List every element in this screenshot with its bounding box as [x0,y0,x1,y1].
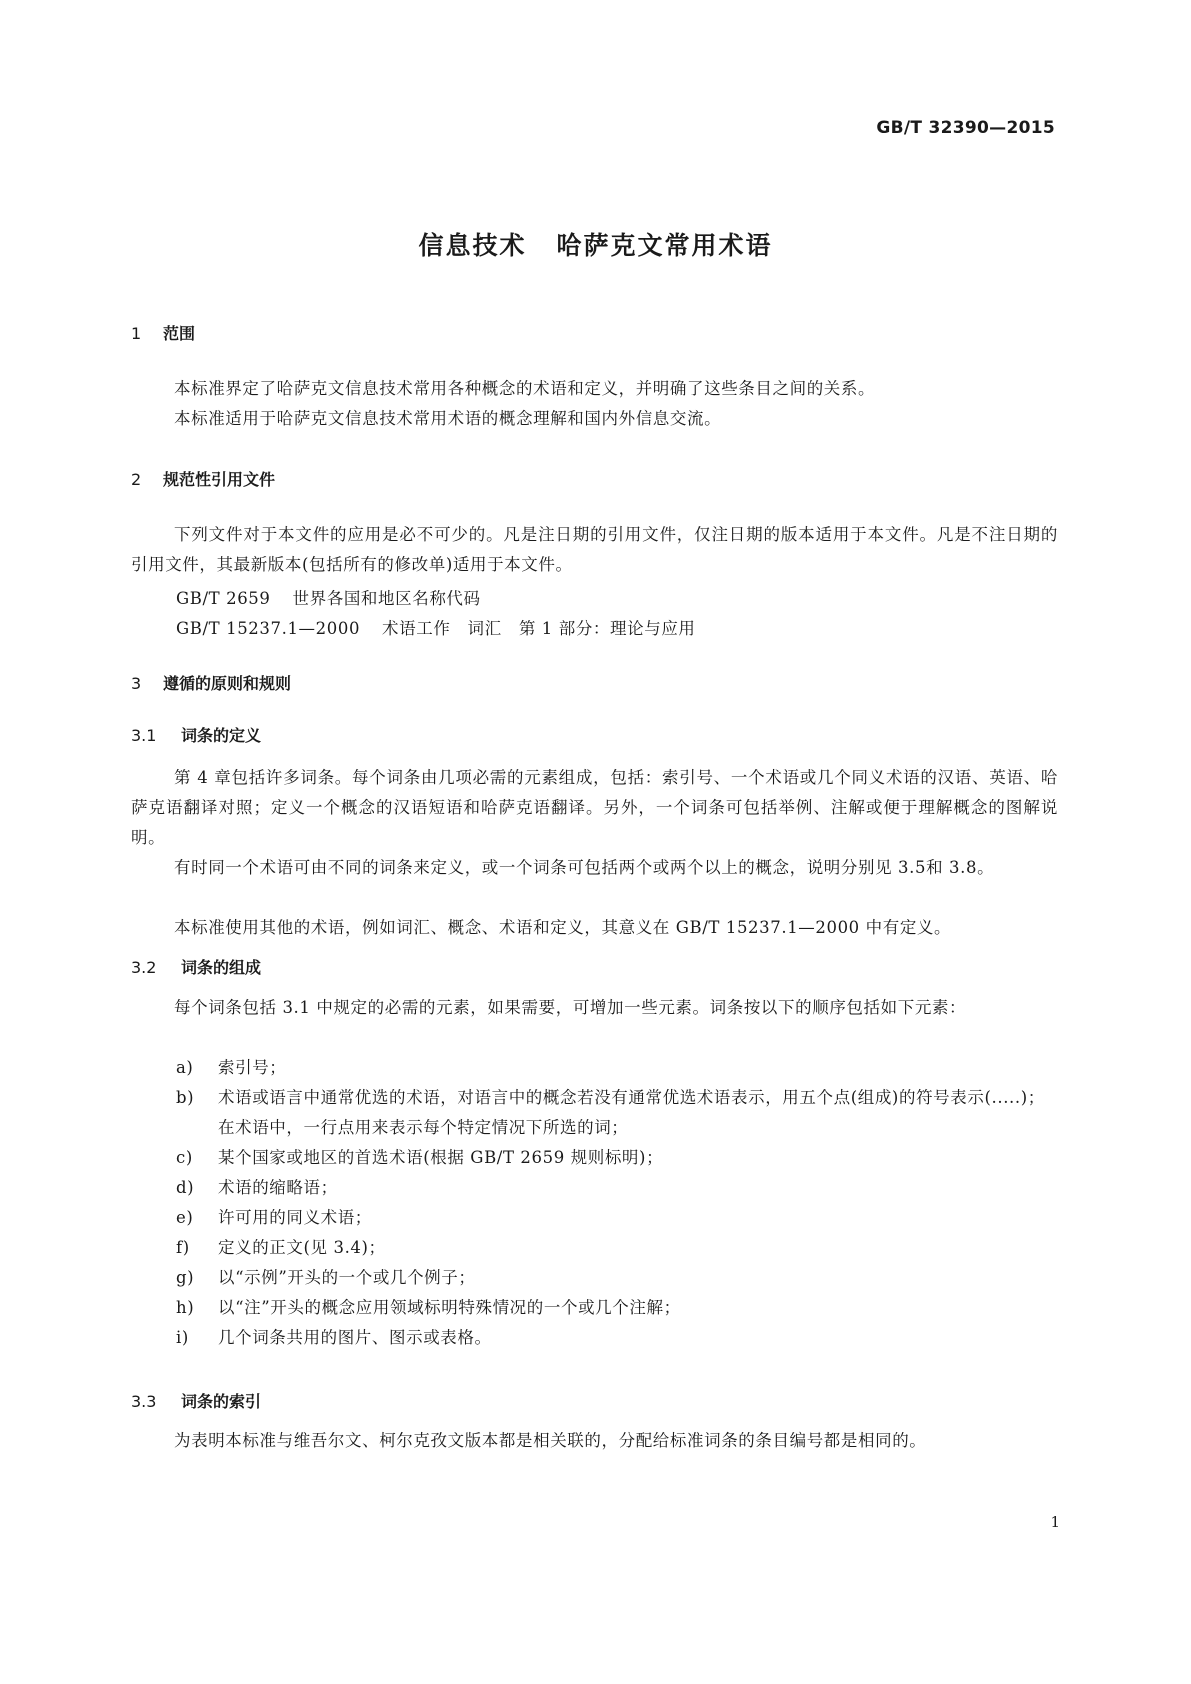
list-item [176,1323,1056,1353]
title-part-1: 信息技术 [418,231,527,260]
subsection-number: 3.2 [131,958,157,977]
subsection-3-3-paragraph-1: 为表明本标准与维吾尔文、柯尔克孜文版本都是相关联的，分配给标准词条的条目编号都是相同的。 [174,1431,927,1450]
subsection-3-3-heading [131,1389,261,1412]
list-item-label: g) [176,1268,195,1287]
list-item-text: 许可用的同义术语； [218,1208,372,1227]
list-item-text: 某个国家或地区的首选术语(根据 GB/T 2659 规则标明)； [218,1148,664,1167]
subsection-number: 3.3 [131,1392,157,1411]
list-item [176,1083,1056,1143]
section-title: 规范性引用文件 [163,470,276,489]
subsection-3-1-paragraph-1: 第 4 章包括许多词条。每个词条由几项必需的元素组成，包括：索引号、一个术语或几个同义术语的汉语、英语、哈萨克语翻译对照；定义一个概念的汉语短语和哈萨克语翻译。另外，一个词条可包括举例、注解或便于理解概念的图解说明。 [131,768,1058,847]
subsection-3-1-paragraph-2: 有时同一个术语可由不同的词条来定义，或一个词条可包括两个或两个以上的概念，说明分别见 3.5和 3.8。 [174,858,995,877]
list-item-text: 索引号； [218,1058,287,1077]
section-1-heading [131,321,195,344]
list-item-label: e) [176,1208,194,1227]
section-title: 范围 [163,324,196,343]
reference-code: GB/T 15237.1—2000 [176,619,361,638]
list-item [176,1233,1056,1263]
standard-number: GB/T 32390—2015 [876,118,1055,138]
page-number: 1 [1050,1513,1060,1531]
list-item [176,1053,1056,1083]
subsection-number: 3.1 [131,726,157,745]
subsection-3-1-paragraph-3: 本标准使用其他的术语，例如词汇、概念、术语和定义，其意义在 GB/T 15237.1—2000 中有定义。 [174,918,952,937]
section-title: 遵循的原则和规则 [163,674,292,693]
list-item-text: 以“注”开头的概念应用领域标明特殊情况的一个或几个注解； [218,1298,681,1317]
reference-name: 术语工作 词汇 第 1 部分：理论与应用 [382,619,696,638]
title-part-2: 哈萨克文常用术语 [556,231,773,260]
list-item-label: c) [176,1148,193,1167]
section-number: 2 [131,470,142,489]
section-2-paragraph-1: 下列文件对于本文件的应用是必不可少的。凡是注日期的引用文件，仅注日期的版本适用于本文件。凡是不注日期的引用文件，其最新版本(包括所有的修改单)适用于本文件。 [131,525,1058,574]
list-item-text: 以“示例”开头的一个或几个例子； [218,1268,476,1287]
list-item-label: d) [176,1178,195,1197]
list-item [176,1293,1056,1323]
list-item-label: f) [176,1238,190,1257]
list-item [176,1173,1056,1203]
subsection-3-2-heading [131,955,261,978]
list-item-label: h) [176,1298,195,1317]
list-item-label: a) [176,1058,194,1077]
list-item [176,1263,1056,1293]
reference-code: GB/T 2659 [176,589,271,608]
subsection-title: 词条的组成 [181,958,262,977]
list-item-label: b) [176,1088,195,1107]
list-item [176,1203,1056,1233]
list-item-text: 定义的正文(见 3.4)； [218,1238,386,1257]
list-item-text: 几个词条共用的图片、图示或表格。 [218,1328,492,1347]
section-1-paragraph-1: 本标准界定了哈萨克文信息技术常用各种概念的术语和定义，并明确了这些条目之间的关系。 [174,379,876,398]
list-item-text: 术语或语言中通常优选的术语，对语言中的概念若没有通常优选术语表示，用五个点(组成)的符号表示(.....)；在术语中，一行点用来表示每个特定情况下所选的词； [218,1088,1045,1137]
subsection-3-1-heading [131,723,261,746]
list-item-text: 术语的缩略语； [218,1178,338,1197]
section-number: 3 [131,674,142,693]
section-2-heading [131,467,275,490]
reference-2 [176,615,696,639]
subsection-3-2-paragraph-1: 每个词条包括 3.1 中规定的必需的元素，如果需要，可增加一些元素。词条按以下的顺序包括如下元素： [174,998,967,1017]
list-item-label: i) [176,1328,189,1347]
subsection-title: 词条的定义 [181,726,262,745]
section-number: 1 [131,324,142,343]
list-item [176,1143,1056,1173]
page-title [0,226,1191,262]
reference-1 [176,585,481,609]
subsection-title: 词条的索引 [181,1392,262,1411]
reference-name: 世界各国和地区名称代码 [292,589,481,608]
section-3-heading [131,671,291,694]
section-1-paragraph-2: 本标准适用于哈萨克文信息技术常用术语的概念理解和国内外信息交流。 [174,409,722,428]
